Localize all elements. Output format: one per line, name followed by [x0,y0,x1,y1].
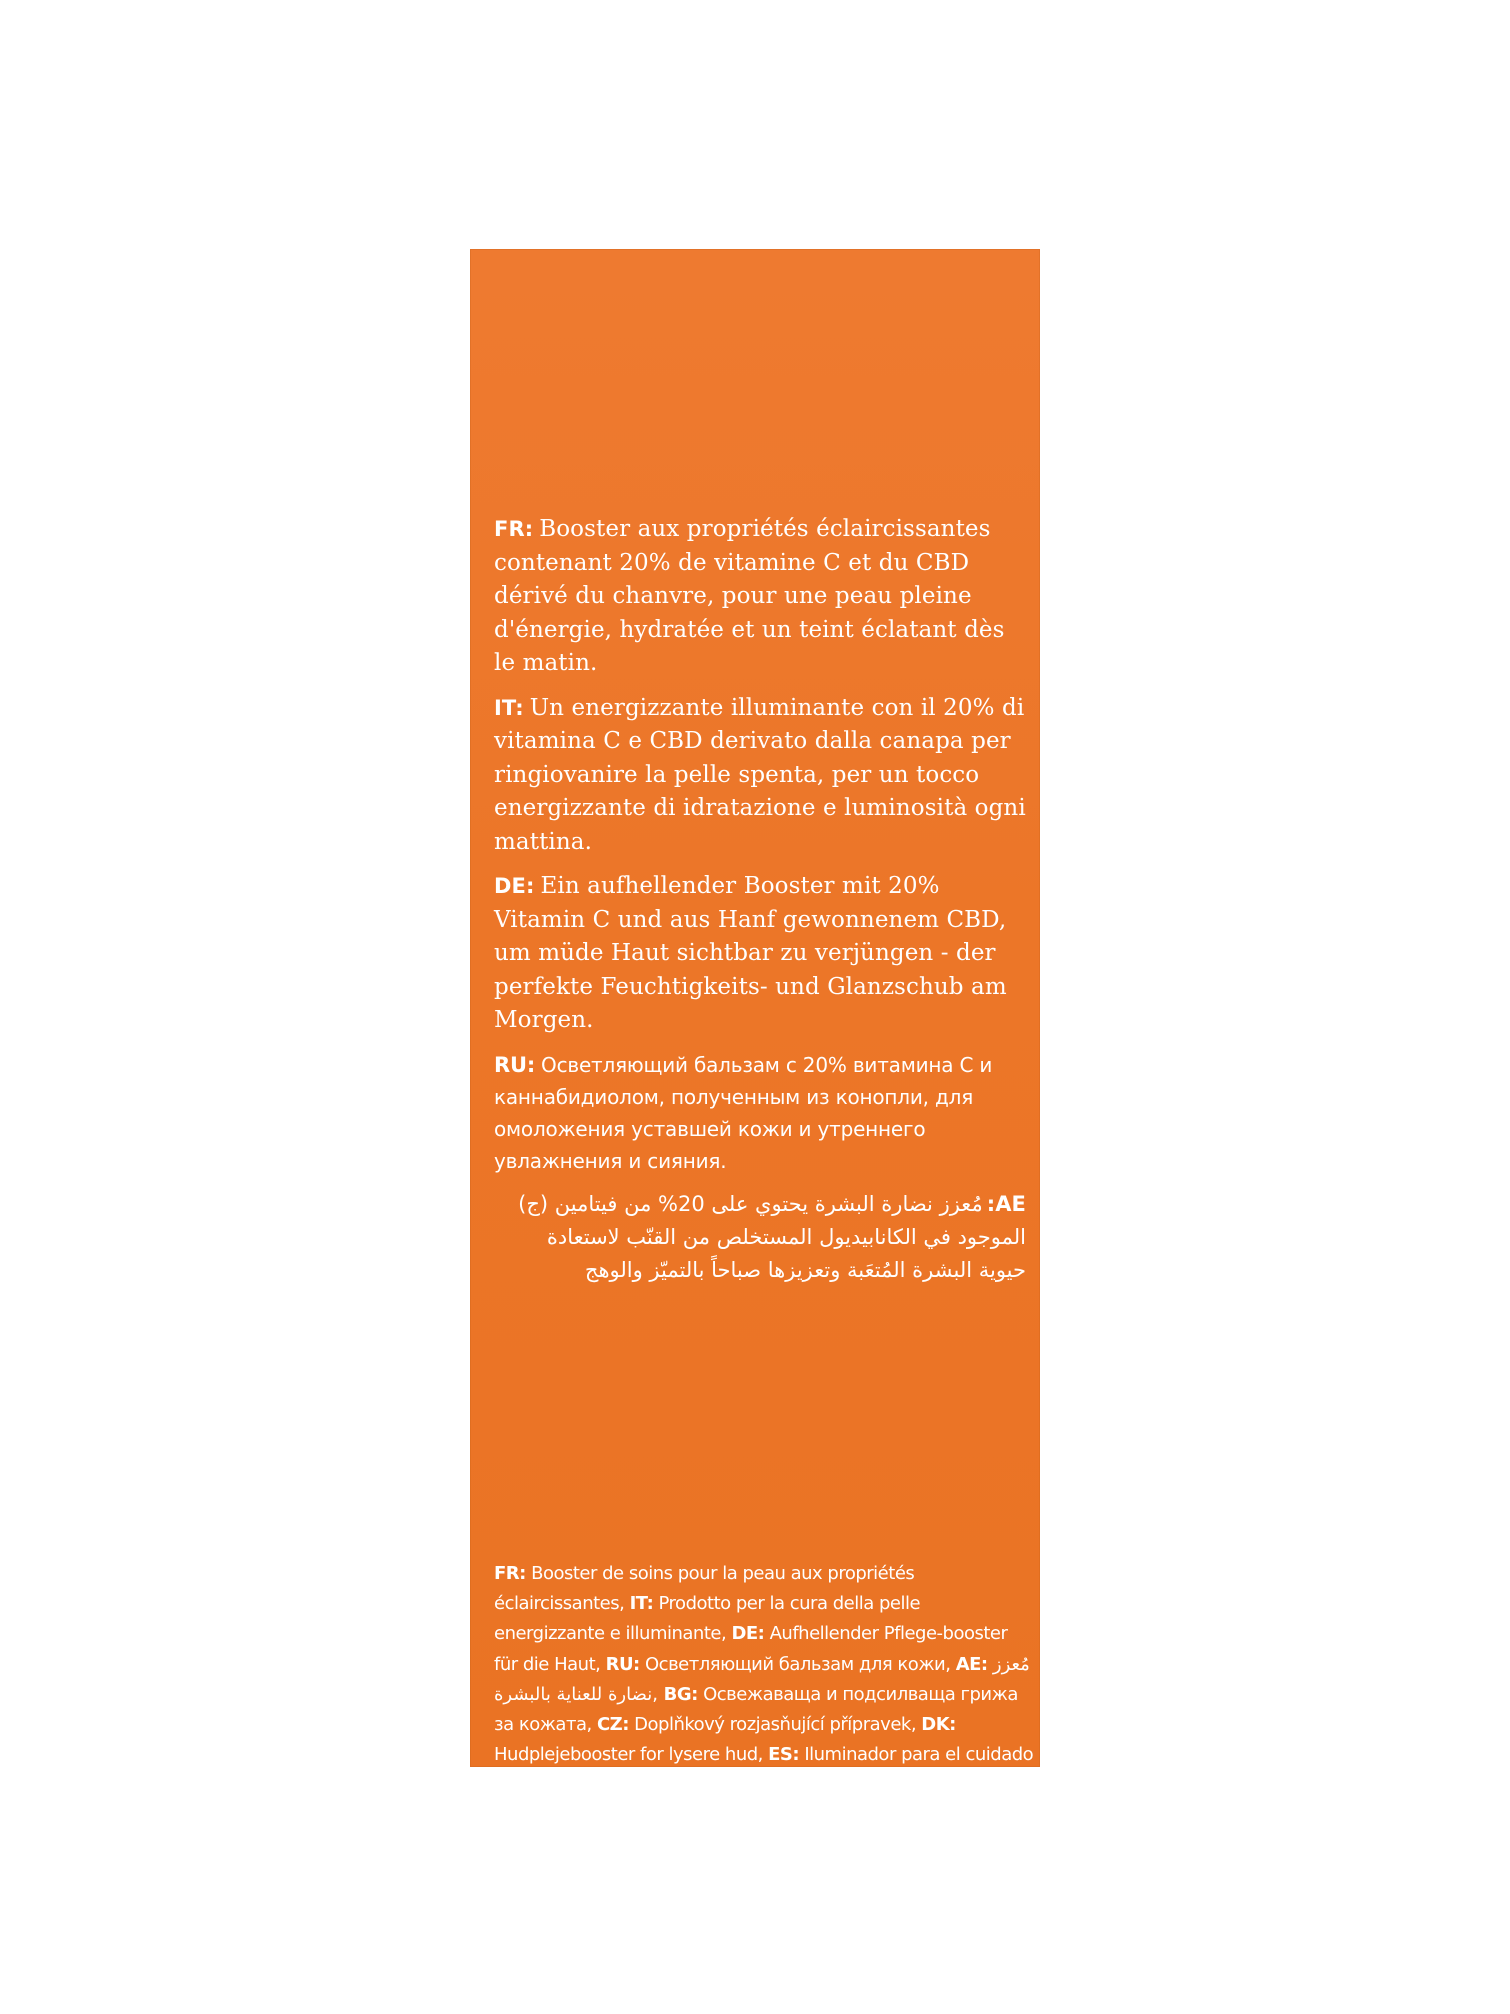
designation-code-ru: RU: [605,1653,640,1675]
designation-code-pl: PL: [494,1804,525,1826]
designation-text-fr: Booster de soins pour la peau aux propriétés éclaircissantes, [494,1563,915,1615]
designation-text-pt: Skincare booster iluminador, [529,1834,775,1856]
designation-text-it: Prodotto per la cura della pelle energizzante e illuminante, [494,1593,921,1645]
language-code-fr: FR: [494,517,534,541]
designation-code-ua: UA: [660,1925,695,1947]
designation-code-gr: GR: [581,1774,617,1796]
designation-code-de: DE: [731,1623,765,1645]
designation-text-de: Aufhellender Pflege-booster für die Haut, [494,1623,1008,1675]
language-code-it: IT: [494,695,524,720]
description-de [494,870,1026,1038]
designation-text-se: Uppklarnande booster för huden, [579,1895,864,1917]
description-text-ru: Осветляющий бальзам с 20% витамина С и каннабидиолом, полученным из конопли, для омоложения уставшей кожи и утреннего увлажнения и сияния. [494,1052,993,1173]
description-it [494,692,1026,860]
designation-text-ro: Ser booster pentru îngrijirea pielii și luminozitate, [494,1834,981,1887]
designation-text-ua: Підсилювач для сяючої шкіри. [699,1925,973,1947]
descriptions-block [494,513,1026,1298]
designation-text-ae: مُعزز نضارة للعناية بالبشرة, [494,1653,1030,1705]
designation-text-bg: Освежаваща и подсилваща грижа за кожата, [494,1683,1018,1736]
designation-code-fr: FR: [494,1563,526,1584]
designation-code-pt: PT: [494,1834,525,1856]
designation-text-ru: Осветляющий бальзам для кожи, [645,1653,951,1675]
designation-ru [606,1654,951,1675]
designation-code-dk: DK: [921,1714,956,1736]
designation-code-it: IT: [629,1593,654,1615]
description-text-ae: مُعزز نضارة البشرة يحتوي على 20% من فيتامين (ج) الموجود في الكانابيديول المستخلص من القنّب لاستعادة حيوية البشرة المُتعَبة وتعزيزها صباحاً بالتميّز والوهج [518,1191,1026,1282]
language-code-de: DE: [494,874,535,898]
designation-pl [494,1805,1016,1826]
designation-code-tr: TR: [868,1895,901,1917]
product-designations-block [494,1559,1034,1952]
language-code-ru: RU: [494,1052,536,1077]
designation-code-bg: BG: [663,1683,698,1705]
designation-text-cz: Doplňkový rozjasňující přípravek, [634,1714,917,1736]
description-text-fr: Booster aux propriétés éclaircissantes contenant 20% de vitamine C et du CBD dérivé du chanvre, pour une peau pleine d'énergie, hydratée et un teint éclatant dès le matin. [494,516,1005,676]
designation-code-ae: AE: [955,1653,988,1675]
designation-text-rs: Buster za osvetljenje i negu kože, [494,1865,1028,1917]
description-text-it: Un energizzante illuminante con il 20% di vitamina C e CBD derivato dalla canapa per ringiovanire la pelle spenta, per un tocco energizzante di idratazione e luminosità ogni mattina. [494,694,1026,855]
designation-ua [661,1925,973,1946]
designation-text-es: Iluminador para el cuidado de la piel, [494,1744,1034,1796]
description-ae [494,1188,1026,1287]
description-text-de: Ein aufhellender Booster mit 20% Vitamin C und aus Hanf gewonnenem CBD, um müde Haut sichtbar zu verjüngen - der perfekte Feuchtigkeits- und Glanzschub am Morgen. [494,873,1007,1033]
designation-text-pl: Rozjaśniający preparat wspomagający pielęgnację skóry, [529,1804,1017,1826]
designation-gr [582,1774,1014,1795]
designation-code-es: ES: [768,1744,800,1766]
designation-text-dk: Hudplejebooster for lysere hud, [494,1744,763,1766]
designation-code-rs: RS: [753,1865,786,1887]
package-side-panel [470,249,1040,1947]
description-ru [494,1049,1026,1177]
designation-text-tr: Parlatıcı cilt bakım güçlendirici, [494,1895,1003,1947]
designation-pt [494,1835,774,1856]
description-fr [494,513,1026,681]
designation-code-se: SE: [543,1895,575,1917]
designation-se [544,1895,863,1916]
designation-text-gr: Προϊόν ενισχυμένης λάμψης της επιδερμίδας, [621,1774,1014,1796]
designation-code-cz: CZ: [596,1714,629,1736]
designation-code-ro: RO: [779,1834,815,1856]
language-code-ae: AE: [986,1191,1026,1216]
designation-cz [597,1714,916,1735]
